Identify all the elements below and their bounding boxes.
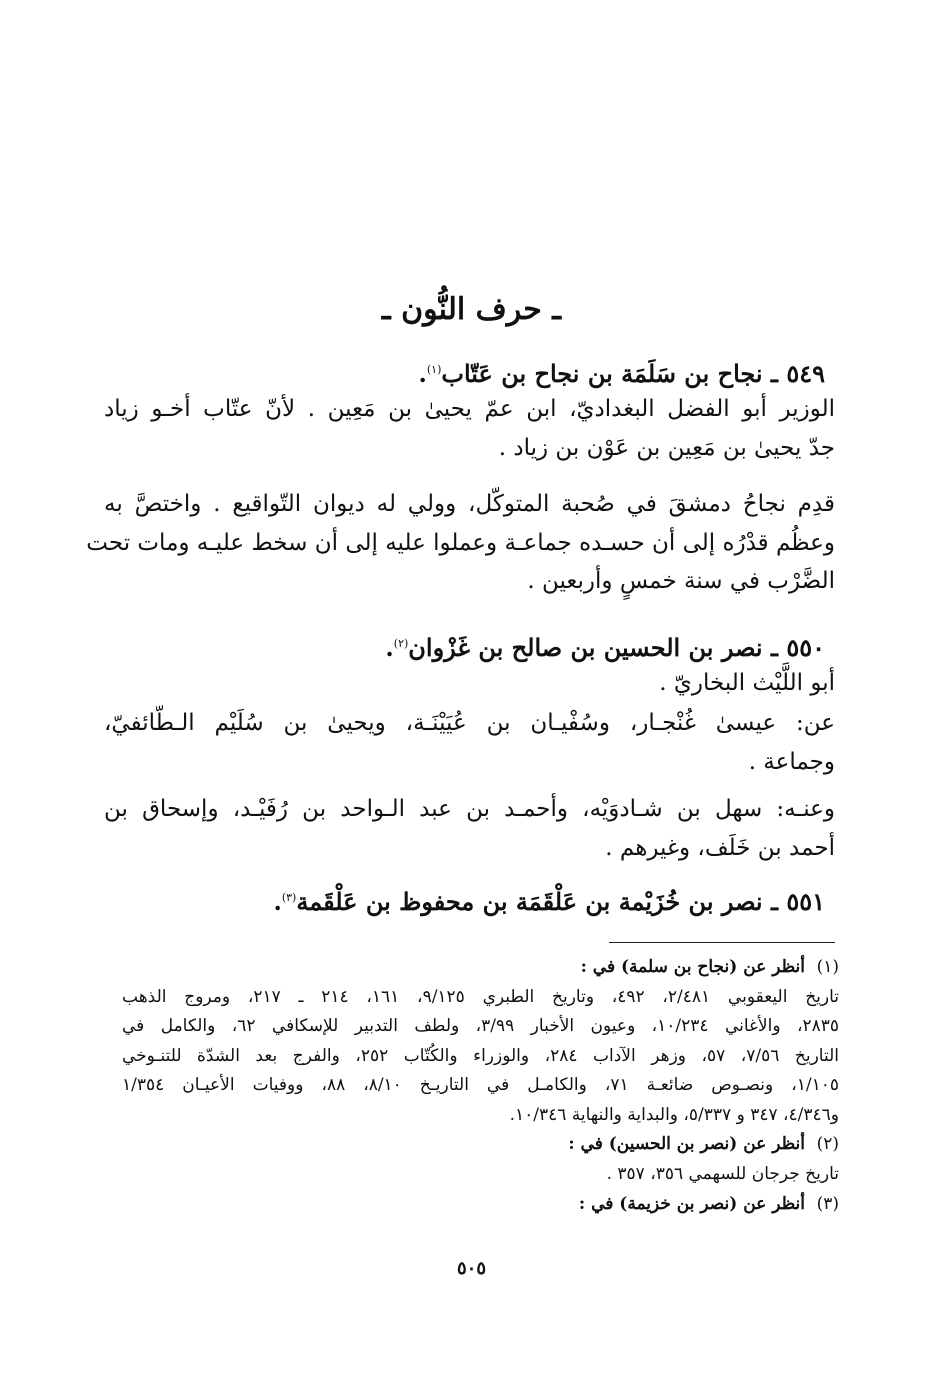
footnote-title: أنظر عن (نصر بن خزيمة) في : (578, 1194, 805, 1214)
heading-end: . (273, 887, 282, 916)
footnote-line: ١/١٠٥، ونصـوص ضائعـة ٧١، والكامـل في التاريـخ ٨/١٠، ٨٨، ووفيات الأعيـان ١/٣٥٤ (122, 1075, 839, 1095)
entry-heading-550 (110, 626, 825, 666)
entry-heading-text: ٥٤٩ ـ نجاح بن سَلَمَة بن نجاح بن عَتّاب (441, 359, 825, 388)
text-line: أبو اللَّيْث البخاريّ . (659, 670, 835, 696)
entry-heading-text: ٥٥٠ ـ نصر بن الحسين بن صالح بن غَزْوان (408, 633, 825, 662)
text-line: وعظُم قدْرُه إلى أن حسـده جماعـة وعملوا عليه إلى أن سخط عليـه ومات تحت (86, 529, 835, 556)
footnote-1 (122, 953, 839, 1130)
entry-heading-text: ٥٥١ ـ نصر بن خُزَيْمة بن عَلْقَمَة بن محفوظ بن عَلْقَمة (296, 887, 825, 916)
text-line: وجماعة . (748, 748, 835, 775)
footnote-divider (609, 942, 835, 943)
footnote-ref[interactable]: (١) (426, 363, 442, 376)
footnote-number: (٣) (816, 1194, 839, 1214)
text-line: أحمد بن خَلَف، وغيرهم . (605, 834, 835, 861)
footnote-number: (١) (816, 957, 839, 977)
footnote-3 (122, 1190, 839, 1220)
footnote-ref[interactable]: (٣) (281, 891, 297, 904)
text-line: قدِم نجاحُ دمشقَ في صُحبة المتوكّل، وولي له ديوان التّواقيع . واختصَّ به (104, 491, 835, 517)
chapter-title: ـ حرف النُّون ـ (381, 292, 562, 327)
footnote-number: (٢) (816, 1134, 839, 1154)
text-line: عن: عيسىٰ غُنْجـار، وسُفْيـان بن عُيَيْنَـة، ويحيىٰ بن سُلَيْم الـطّائفيّ، (104, 710, 835, 736)
text-line: الضَّرْب في سنة خمسٍ وأربعين . (527, 568, 835, 594)
heading-end: . (418, 359, 427, 388)
footnote-line: ٢٨٣٥، والأغاني ١٠/٢٣٤، وعيون الأخبار ٣/٩٩، ولطف التدبير للإسكافي ٦٢، والكامل في (122, 1016, 839, 1036)
entry-heading-551 (110, 880, 825, 920)
text-line: الوزير أبو الفضل البغداديّ، ابن عمّ يحيىٰ بن مَعِين . لأنّ عتّاب أخـو زياد (104, 396, 835, 422)
entry-549-paragraph-2 (86, 485, 835, 601)
page-number: ٥٠٥ (456, 1258, 486, 1279)
footnote-title: أنظر عن (نصر بن الحسين) في : (568, 1134, 805, 1154)
footnote-2 (122, 1130, 839, 1189)
entry-549-paragraph-1 (104, 390, 835, 467)
entry-550-paragraph-2 (104, 704, 835, 781)
entry-550-paragraph-1 (104, 664, 835, 703)
footnote-ref[interactable]: (٢) (393, 637, 409, 650)
footnote-title: أنظر عن (نجاح بن سلمة) في : (580, 957, 805, 977)
footnote-line: و٤/٣٤٦، ٣٤٧ و ٥/٣٣٧، والبداية والنهاية ١٠/٣٤٦. (509, 1104, 839, 1125)
footnote-line: تاريخ اليعقوبي ٢/٤٨١، ٤٩٢، وتاريخ الطبري ٩/١٢٥، ١٦١، ٢١٤ ـ ٢١٧، ومروج الذهب (122, 986, 840, 1007)
text-line: وعنـه: سهل بن شـادوَيْه، وأحمـد بن عبد الـواحد بن رُفَيْـد، وإسحاق بن (104, 796, 835, 822)
entry-550-paragraph-3 (104, 790, 835, 867)
entry-heading-549 (110, 352, 825, 392)
footnote-line: تاريخ جرجان للسهمي ٣٥٦، ٣٥٧ . (606, 1163, 839, 1184)
text-line: جدّ يحيىٰ بن مَعِين بن عَوْن بن زياد . (498, 434, 835, 461)
footnote-line: التاريخ ٧/٥٦، ٥٧، وزهر الآداب ٢٨٤، والوزراء والكُتّاب ٢٥٢، والفرج بعد الشدّة للتنـوخي (122, 1045, 840, 1066)
heading-end: . (385, 633, 394, 662)
